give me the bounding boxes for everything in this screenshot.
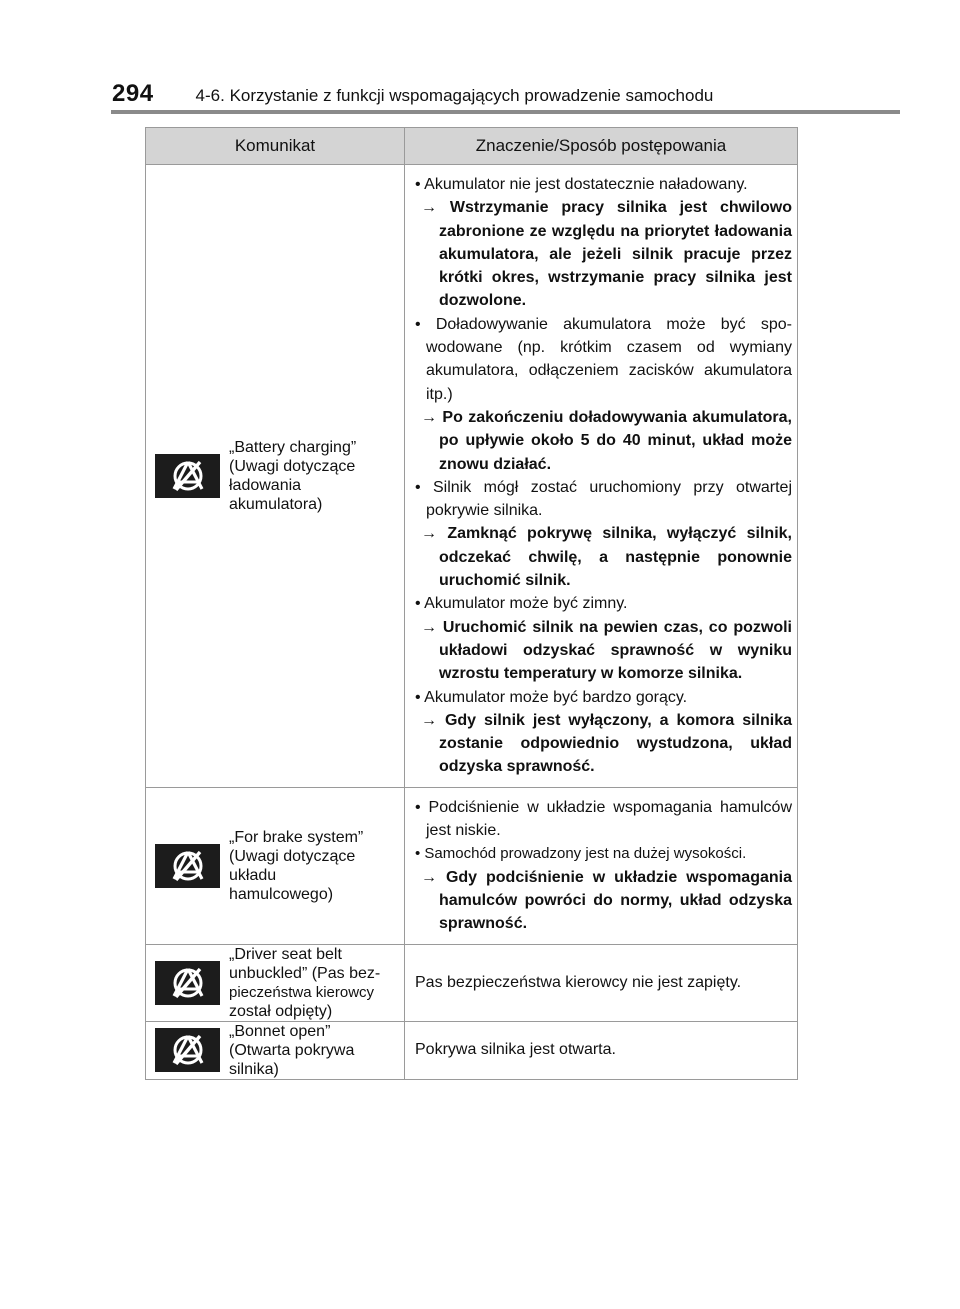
message-text: „Driver seat belt unbuckled” (Pas bez- pieczeństwa kierowcy został odpięty) bbox=[229, 945, 381, 1020]
action-item: → Zamknąć pokrywę silnika, wyłączyć silnik, odczekać chwilę, a następnie ponownie uruchomić silnik. bbox=[421, 525, 792, 590]
table-row bbox=[146, 787, 798, 944]
message-cell bbox=[146, 944, 405, 1021]
cause-item: • Samochód prowadzony jest na dużej wysokości. bbox=[415, 845, 747, 863]
action-item: → Uruchomić silnik na pewien czas, co pozwoli układowi odzyskać sprawność w wyniku wzrostu temperatury w komorze silnika. bbox=[421, 618, 792, 683]
warning-car-icon bbox=[155, 961, 220, 1005]
cause-item: • Podciśnienie w układzie wspomagania hamulców jest niskie. bbox=[415, 798, 792, 840]
meaning-cell bbox=[405, 165, 798, 788]
message-text: „For brake system” (Uwagi dotyczące układu hamulcowego) bbox=[229, 828, 364, 903]
column-header-message: Komunikat bbox=[146, 128, 405, 165]
messages-table bbox=[145, 127, 798, 1080]
message-text: „Bonnet open” (Otwarta pokrywa silnika) bbox=[229, 1022, 355, 1078]
table-row bbox=[146, 1021, 798, 1079]
section-title: 4-6. Korzystanie z funkcji wspomagających prowadzenie samochodu bbox=[195, 86, 714, 105]
action-item: → Wstrzymanie pracy silnika jest chwilowo zabronione ze względu na priorytet ładowania akumulatora, ale jeżeli silnik pracuje przez krótki okres, wstrzymanie pracy silnika jest dozwolone. bbox=[421, 199, 792, 310]
message-cell bbox=[146, 787, 405, 944]
meaning-cell bbox=[405, 787, 798, 944]
warning-car-icon bbox=[155, 844, 220, 888]
cause-item: • Silnik mógł zostać uruchomiony przy otwartej pokrywie silnika. bbox=[415, 478, 792, 520]
action-item: → Gdy podciśnienie w układzie wspomagania hamulców powróci do normy, układ odzyska sprawność. bbox=[421, 868, 792, 933]
meaning-cell bbox=[405, 944, 798, 1021]
page-number: 294 bbox=[112, 80, 154, 107]
warning-car-icon bbox=[155, 1028, 220, 1072]
column-header-meaning: Znaczenie/Sposób postępowania bbox=[405, 128, 798, 165]
cause-item: • Doładowywanie akumulatora może być spowodowane (np. krótkim czasem od wymiany akumulatora, odłączeniem zacisków akumulatora itp.) bbox=[415, 315, 792, 403]
warning-car-icon bbox=[155, 454, 220, 498]
cause-item: • Akumulator nie jest dostatecznie naładowany. bbox=[415, 176, 748, 193]
meaning-cell bbox=[405, 1021, 798, 1079]
action-item: → Gdy silnik jest wyłączony, a komora silnika zostanie odpowiednio wystudzona, układ odzyska sprawność. bbox=[421, 711, 792, 776]
header-rule bbox=[111, 110, 900, 114]
meaning-text: Pas bezpieczeństwa kierowcy nie jest zapięty. bbox=[415, 973, 742, 991]
message-cell bbox=[146, 1021, 405, 1079]
meaning-text: Pokrywa silnika jest otwarta. bbox=[415, 1041, 616, 1059]
message-cell bbox=[146, 165, 405, 788]
cause-item: • Akumulator może być bardzo gorący. bbox=[415, 688, 688, 706]
table-row bbox=[146, 944, 798, 1021]
cause-item: • Akumulator może być zimny. bbox=[415, 595, 628, 613]
table-row bbox=[146, 165, 798, 788]
page-header bbox=[112, 80, 713, 108]
action-item: → Po zakończeniu doładowywania akumulatora, po upływie około 5 do 40 minut, układ może znowu działać. bbox=[421, 408, 792, 473]
table-header-row bbox=[146, 128, 798, 165]
message-text: „Battery charging” (Uwagi dotyczące ładowania akumulatora) bbox=[229, 438, 357, 513]
